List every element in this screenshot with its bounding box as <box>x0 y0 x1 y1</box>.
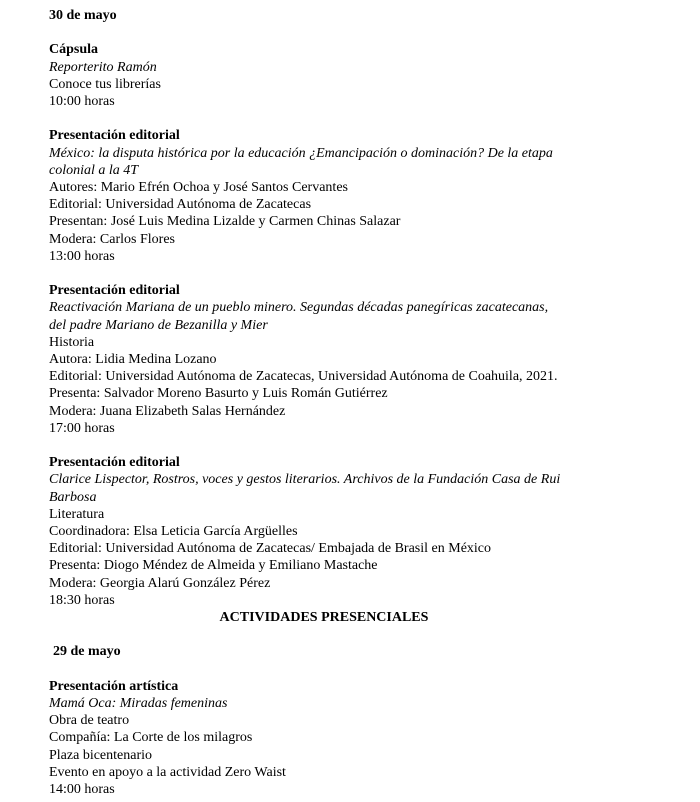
event-presentacion-editorial-3 <box>49 454 649 609</box>
event-detail: Coordinadora: Elsa Leticia García Argüelles <box>49 524 298 540</box>
event-type: Cápsula <box>49 42 99 58</box>
event-detail: Obra de teatro <box>49 713 130 729</box>
date-heading-29-mayo: 29 de mayo <box>53 644 121 660</box>
event-type: Presentación editorial <box>49 128 180 144</box>
event-detail: Editorial: Universidad Autónoma de Zacatecas, Universidad Autónoma de Coahuila, 2021. <box>49 369 558 385</box>
event-detail: Presentan: José Luis Medina Lizalde y Carmen Chinas Salazar <box>49 214 401 230</box>
event-title: Barbosa <box>49 489 97 505</box>
event-capsula <box>49 41 649 110</box>
event-title: Clarice Lispector, Rostros, voces y gestos literarios. Archivos de la Fundación Casa de Rui <box>49 472 561 488</box>
event-time: 13:00 horas <box>49 248 115 264</box>
event-detail: Presenta: Salvador Moreno Basurto y Luis Román Gutiérrez <box>49 386 388 402</box>
document-page <box>49 7 649 798</box>
event-detail: Literatura <box>49 506 105 522</box>
event-type: Presentación artística <box>49 678 179 694</box>
event-title: México: la disputa histórica por la educación ¿Emancipación o dominación? De la etapa <box>49 145 553 161</box>
event-detail: Editorial: Universidad Autónoma de Zacatecas <box>49 197 312 213</box>
event-title: Reporterito Ramón <box>49 59 157 75</box>
event-detail: Editorial: Universidad Autónoma de Zacatecas/ Embajada de Brasil en México <box>49 541 492 557</box>
event-type: Presentación editorial <box>49 455 180 471</box>
event-time: 14:00 horas <box>49 782 115 798</box>
event-time: 17:00 horas <box>49 420 115 436</box>
date-heading-30-mayo: 30 de mayo <box>49 8 117 23</box>
event-detail: Plaza bicentenario <box>49 747 153 763</box>
event-detail: Modera: Carlos Flores <box>49 231 175 247</box>
event-time: 18:30 horas <box>49 592 115 608</box>
event-detail: Autora: Lidia Medina Lozano <box>49 352 217 368</box>
event-presentacion-editorial-2 <box>49 282 649 437</box>
spacer <box>49 437 649 454</box>
event-detail: Modera: Juana Elizabeth Salas Hernández <box>49 403 286 419</box>
event-detail: Autores: Mario Efrén Ochoa y José Santos Cervantes <box>49 180 348 195</box>
spacer <box>49 110 649 127</box>
event-title: colonial a la 4T <box>49 162 139 178</box>
event-presentacion-artistica <box>49 678 649 798</box>
spacer <box>49 626 649 643</box>
event-presentacion-editorial-1 <box>49 127 649 265</box>
spacer <box>49 24 649 41</box>
spacer <box>49 265 649 282</box>
spacer <box>49 661 649 678</box>
event-detail: Presenta: Diogo Méndez de Almeida y Emiliano Mastache <box>49 558 378 574</box>
event-detail: Historia <box>49 334 95 350</box>
section-heading: ACTIVIDADES PRESENCIALES <box>219 610 429 626</box>
event-title: del padre Mariano de Bezanilla y Mier <box>49 317 268 333</box>
event-detail: Conoce tus librerías <box>49 76 161 92</box>
event-detail: Evento en apoyo a la actividad Zero Waist <box>49 764 286 780</box>
event-detail: Compañía: La Corte de los milagros <box>49 730 253 746</box>
event-title: Mamá Oca: Miradas femeninas <box>49 696 228 712</box>
event-title: Reactivación Mariana de un pueblo minero. Segundas décadas panegíricas zacatecanas, <box>49 300 549 316</box>
event-type: Presentación editorial <box>49 283 180 299</box>
event-time: 10:00 horas <box>49 94 115 109</box>
event-detail: Modera: Georgia Alarú González Pérez <box>49 575 271 591</box>
